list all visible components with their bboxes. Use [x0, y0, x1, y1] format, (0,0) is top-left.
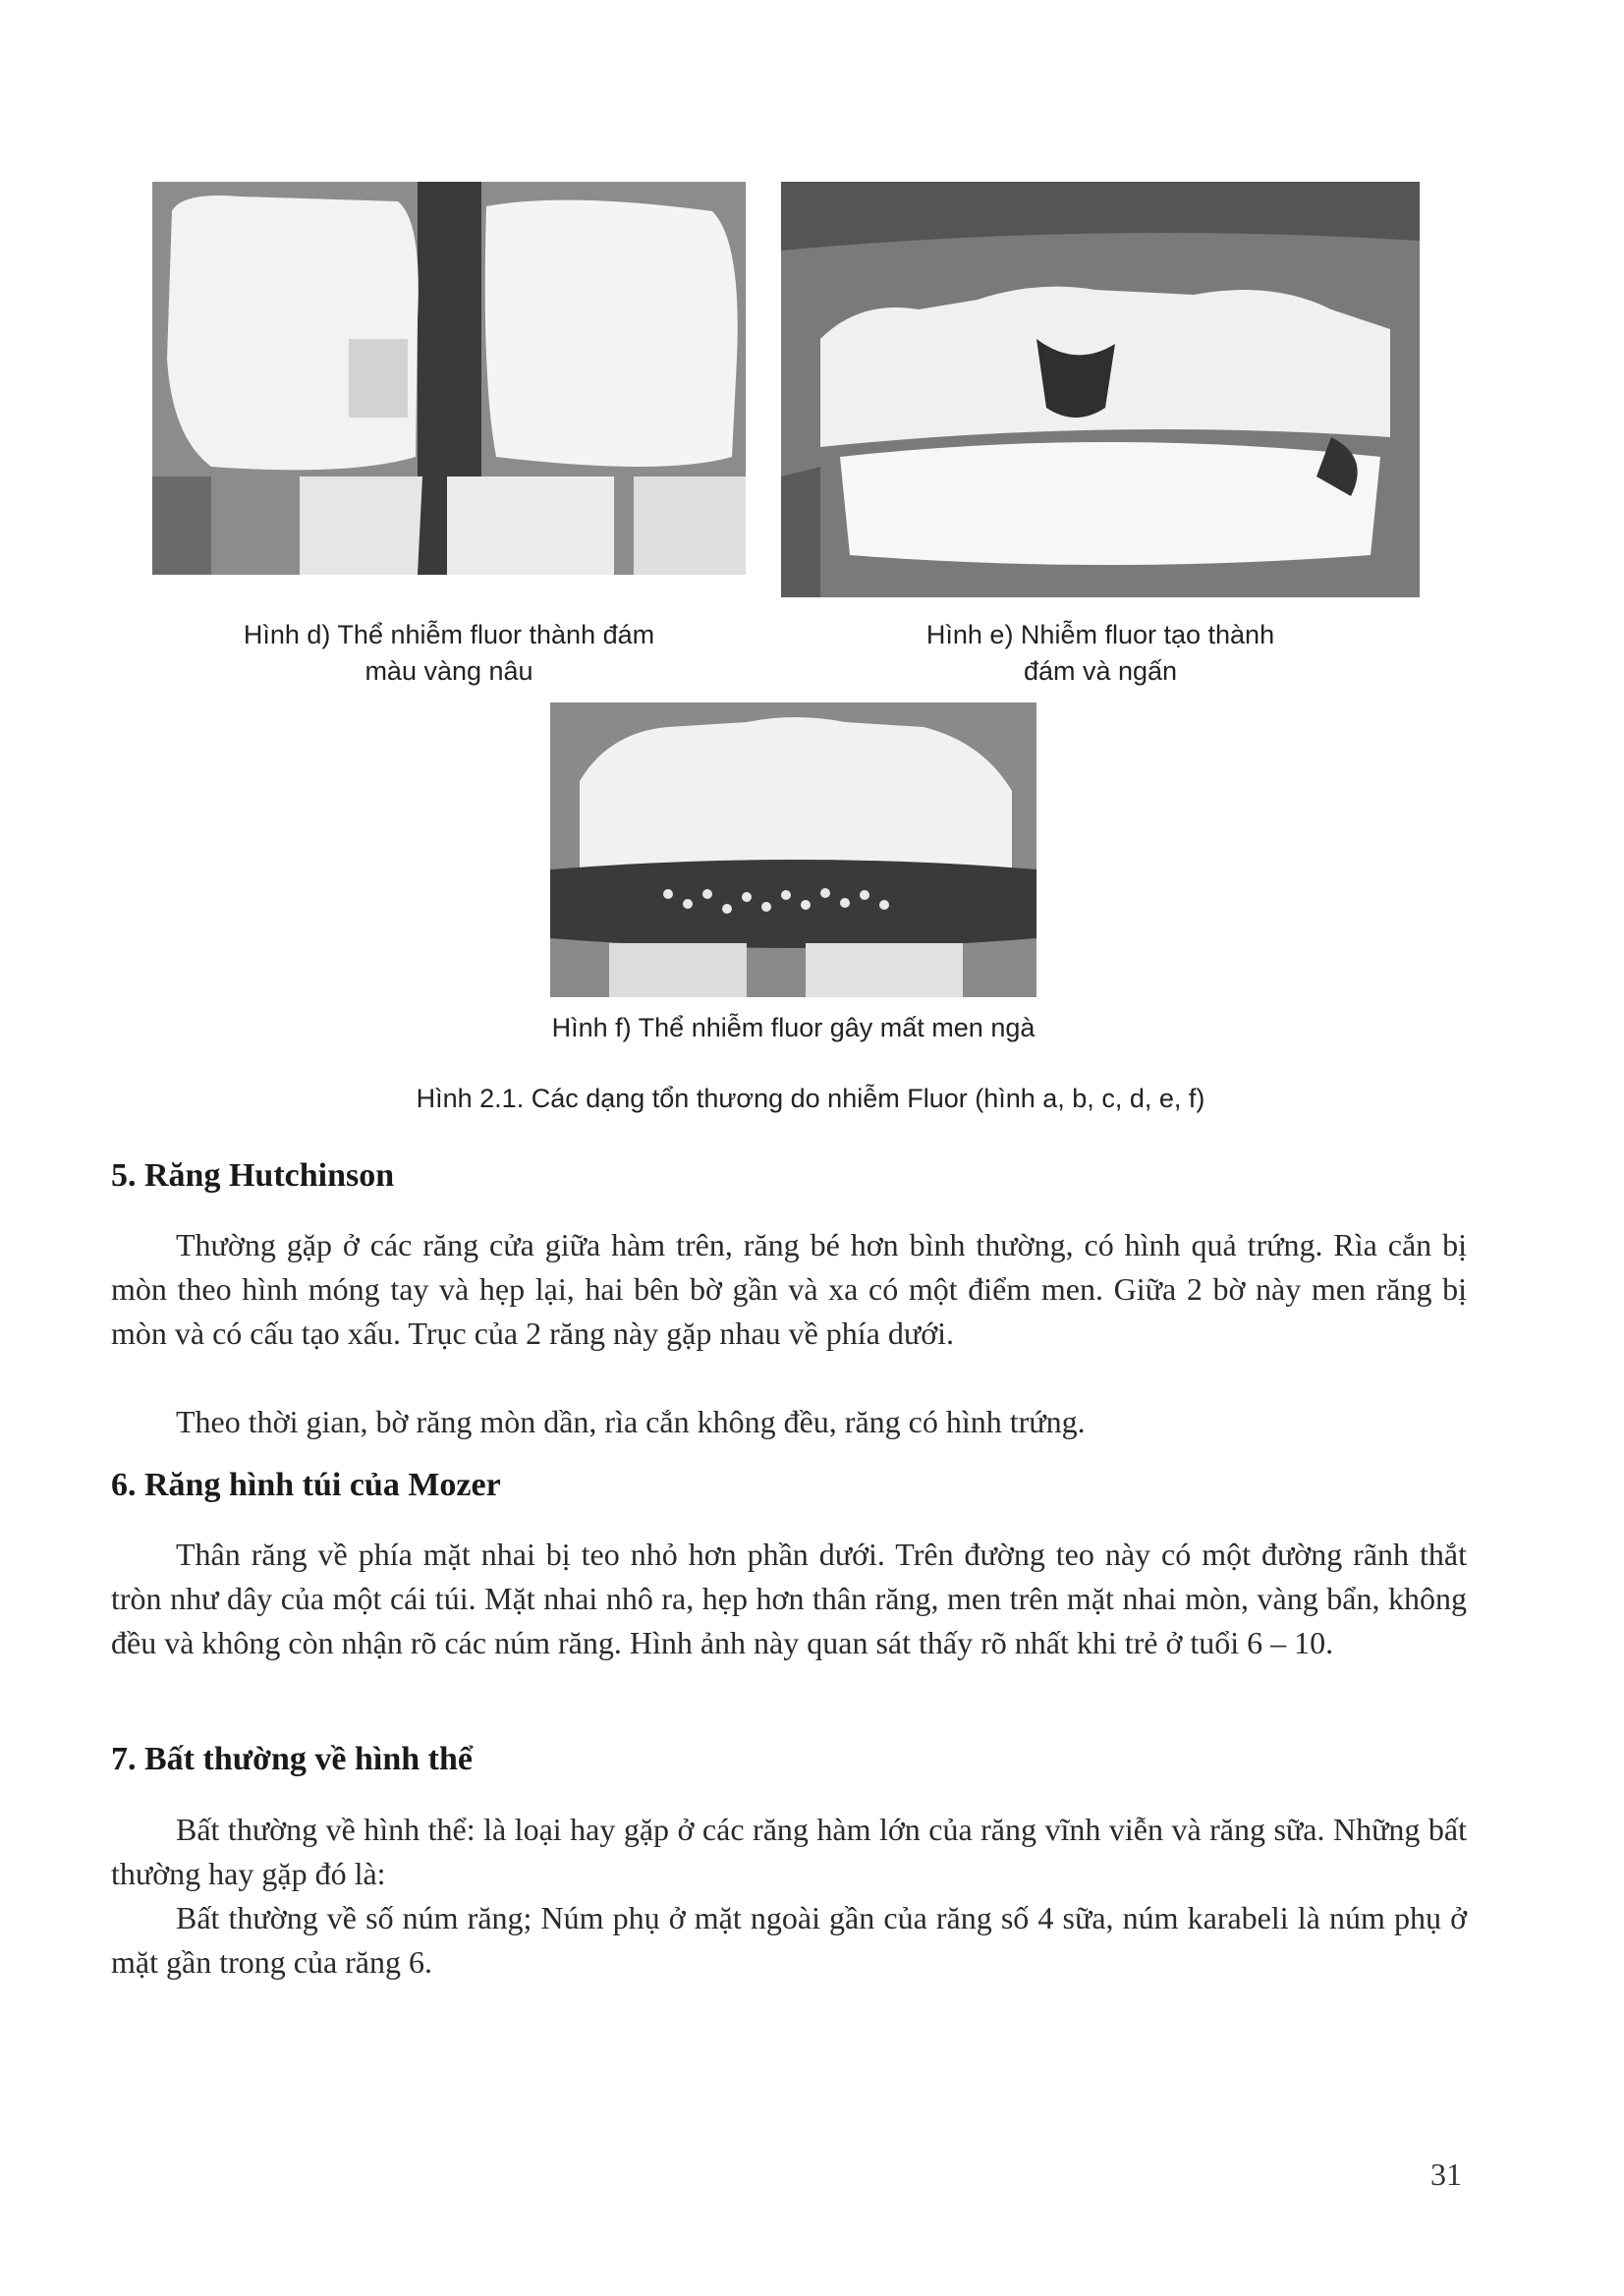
- section-7-paragraph-2: Bất thường về số núm răng; Núm phụ ở mặt ngoài gần của răng số 4 sữa, núm karabeli là núm phụ ở mặt gần trong của răng 6.: [111, 1900, 1467, 1980]
- figure-d-caption: [152, 617, 746, 690]
- section-7-paragraph-1: Bất thường về hình thể: là loại hay gặp ở các răng hàm lớn của răng vĩnh viễn và răng sữa. Những bất thường hay gặp đó là:: [111, 1812, 1467, 1891]
- figure-f-caption: Hình f) Thể nhiễm fluor gây mất men ngà: [551, 1013, 1036, 1042]
- section-6-heading: 6. Răng hình túi của Mozer: [111, 1467, 501, 1503]
- figure-e-caption: [840, 617, 1361, 690]
- section-5-heading: 5. Răng Hutchinson: [111, 1157, 395, 1194]
- figure-d-caption-line2: màu vàng nâu: [364, 656, 533, 686]
- section-5-paragraph-1: Thường gặp ở các răng cửa giữa hàm trên, răng bé hơn bình thường, có hình quả trứng. Rìa cắn bị mòn theo hình móng tay và hẹp lại, hai bên bờ gần và xa có một điểm men. Giữa 2 bờ này men răng bị mòn và có cấu tạo xấu. Trục của 2 răng này gặp nhau về phía dưới.: [111, 1227, 1467, 1351]
- page-number: 31: [1430, 2156, 1462, 2192]
- figure-d-caption-line1: Hình d) Thể nhiễm fluor thành đám: [243, 620, 655, 649]
- figure-e-caption-line2: đám và ngấn: [1023, 656, 1178, 686]
- figure-e-photo: [781, 182, 1420, 597]
- section-7-heading: 7. Bất thường về hình thể: [111, 1741, 473, 1777]
- figure-main-caption: Hình 2.1. Các dạng tổn thương do nhiễm Fluor (hình a, b, c, d, e, f): [416, 1084, 1205, 1113]
- figure-f-photo: [550, 702, 1036, 997]
- figure-d-photo: [152, 182, 746, 575]
- figure-e-caption-line1: Hình e) Nhiễm fluor tạo thành: [925, 620, 1275, 649]
- section-6-paragraph-1: Thân răng về phía mặt nhai bị teo nhỏ hơn phần dưới. Trên đường teo này có một đường rãnh thắt tròn như dây của một cái túi. Mặt nhai nhô ra, hẹp hơn thân răng, men trên mặt nhai mòn, vàng bẩn, không đều và không còn nhận rõ các núm răng. Hình ảnh này quan sát thấy rõ nhất khi trẻ ở tuổi 6 – 10.: [111, 1537, 1467, 1660]
- section-5-paragraph-2: Theo thời gian, bờ răng mòn dần, rìa cắn không đều, răng có hình trứng.: [176, 1404, 1086, 1439]
